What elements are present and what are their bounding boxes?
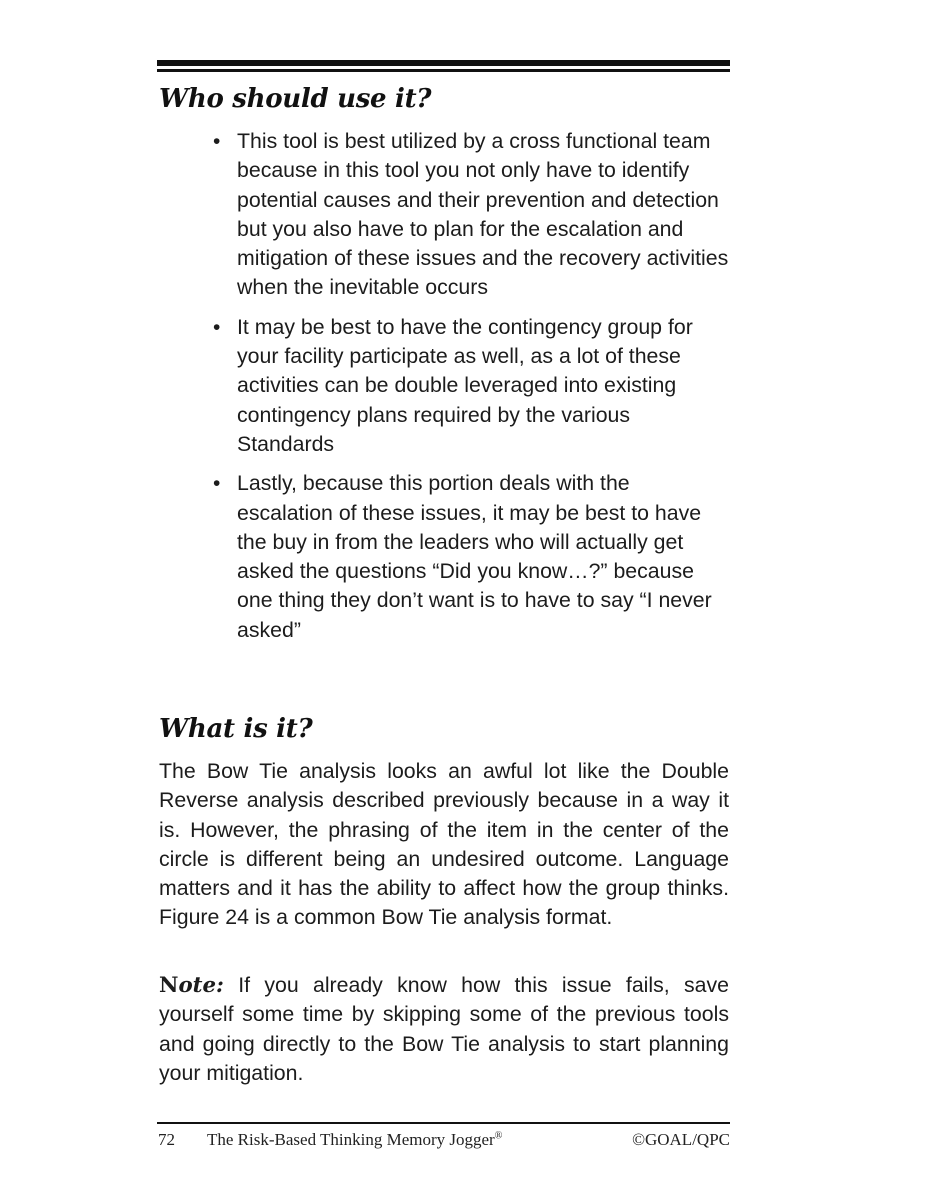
note-label-rest: ote: bbox=[178, 973, 224, 998]
page-number: 72 bbox=[158, 1130, 175, 1149]
who-bullet-list bbox=[211, 127, 731, 655]
section-heading-who: Who should use it? bbox=[159, 84, 432, 114]
bullet-icon: • bbox=[213, 130, 221, 153]
bullet-text: It may be best to have the contingency group for your facility participate as well, as a lot of these activities can be double leveraged into existing contingency plans required by the various Standards bbox=[237, 314, 693, 456]
header-rule-thick bbox=[157, 60, 730, 66]
copyright-notice: ©GOAL/QPC bbox=[632, 1130, 730, 1149]
list-item bbox=[211, 313, 731, 459]
note-label-prefix: N bbox=[159, 973, 179, 998]
what-paragraph: The Bow Tie analysis looks an awful lot like the Double Reverse analysis described previously because in a way it is. However, the phrasing of the item in the center of the circle is different being an undesired outcome. Language matters and it has the ability to affect how the group thinks. Figure 24 is a common Bow Tie analysis format. bbox=[159, 759, 729, 930]
book-title-text: The Risk-Based Thinking Memory Jogger bbox=[207, 1130, 495, 1149]
bullet-text: This tool is best utilized by a cross functional team because in this tool you not only have to identify potential causes and their prevention and detection but you also have to plan for the escalation and mitigation of these issues and the recovery activities when the inevitable occurs bbox=[237, 129, 729, 300]
bullet-text: Lastly, because this portion deals with the escalation of these issues, it may be best to have the buy in from the leaders who will actually get asked the questions “Did you know…?” because one thing they don’t want is to have to say “I never asked” bbox=[237, 471, 712, 642]
document-page bbox=[157, 60, 730, 1160]
header-rule-thin bbox=[157, 69, 730, 72]
list-item bbox=[211, 127, 731, 303]
bullet-icon: • bbox=[213, 315, 221, 339]
note-label bbox=[159, 973, 224, 998]
page-footer bbox=[157, 1130, 730, 1154]
list-item bbox=[211, 469, 731, 645]
section-heading-what: What is it? bbox=[159, 714, 313, 744]
footer-rule bbox=[157, 1122, 730, 1124]
note-text: If you already know how this issue fails, save yourself some time by skipping some of the previous tools and going directly to the Bow Tie analysis to start planning your mitigation. bbox=[159, 973, 729, 1085]
bullet-icon: • bbox=[213, 472, 221, 496]
book-title bbox=[207, 1130, 502, 1150]
registered-mark: ® bbox=[494, 1130, 503, 1142]
note-paragraph bbox=[159, 971, 729, 1088]
